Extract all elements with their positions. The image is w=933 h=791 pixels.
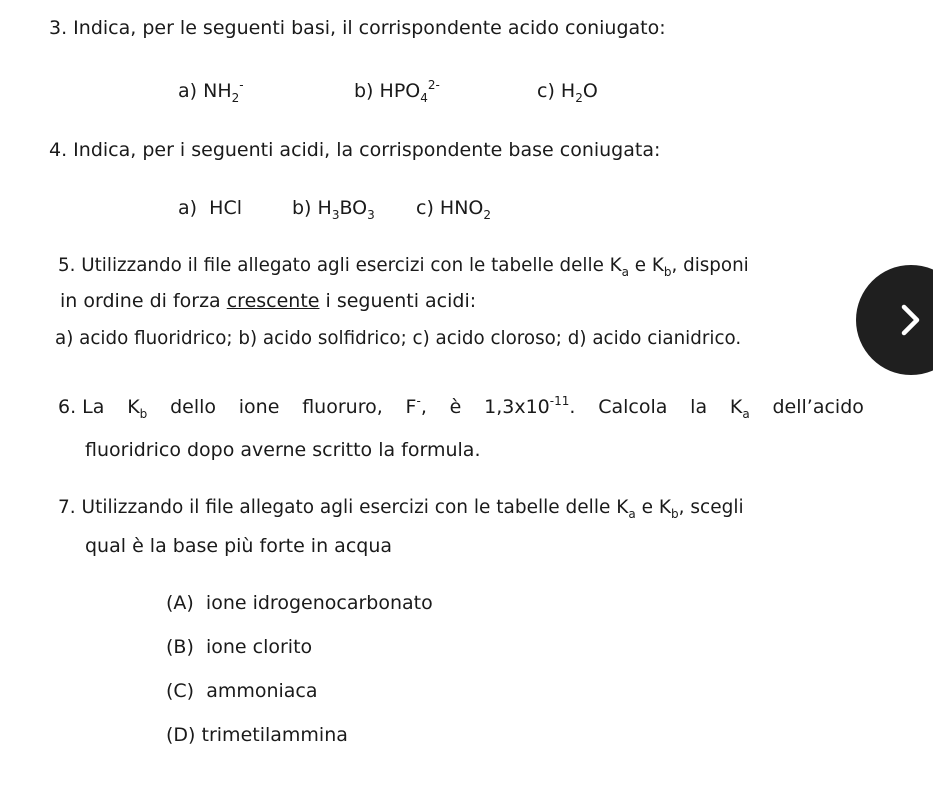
q7-option-b: (B) ione clorito — [166, 636, 313, 658]
question-5-line-1: 5. Utilizzando il file allegato agli esercizi con le tabelle delle $K_a$ e $K_b$, disponi — [58, 255, 749, 279]
question-5-line-2: in ordine di forza crescente i seguenti acidi: — [60, 290, 477, 312]
chevron-right-icon — [898, 303, 924, 337]
question-3-title: 3. Indica, per le seguenti basi, il corrispondente acido coniugato: — [49, 17, 666, 39]
q7-option-c: (C) ammoniaca — [166, 680, 318, 702]
question-5-line-3: a) acido fluoridrico; b) acido solfidrico; c) acido cloroso; d) acido cianidrico. — [55, 328, 742, 349]
underlined-word: crescente — [226, 290, 320, 312]
question-7-line-1: 7. Utilizzando il file allegato agli esercizi con le tabelle delle $K_a$ e $K_b$, scegli — [58, 497, 744, 521]
q7-option-d: (D) trimetilammina — [166, 724, 348, 746]
q3-option-b: b) $HPO_4^{2-}$ — [354, 78, 440, 105]
question-7-line-2: qual è la base più forte in acqua — [85, 535, 393, 557]
q3-option-a: a) $NH_2^-$ — [178, 78, 244, 105]
question-4-title: 4. Indica, per i seguenti acidi, la corrispondente base coniugata: — [49, 139, 661, 161]
q4-option-b: b) $H_3BO_3$ — [292, 197, 375, 222]
next-page-button[interactable] — [856, 265, 933, 375]
q4-option-c: c) $HNO_2$ — [416, 197, 492, 222]
q7-option-a: (A) ione idrogenocarbonato — [166, 592, 433, 614]
question-6-line-1: 6. La $K_b$ dello ione fluoruro, F-, è $1,3x10^{-11}$. Calcola la $K_a$ dell’acido — [58, 394, 864, 421]
question-6-line-2: fluoridrico dopo averne scritto la formula. — [85, 439, 481, 461]
q4-option-a: a) HCl — [178, 197, 242, 219]
q3-option-c: c) $H_2O$ — [537, 80, 598, 105]
